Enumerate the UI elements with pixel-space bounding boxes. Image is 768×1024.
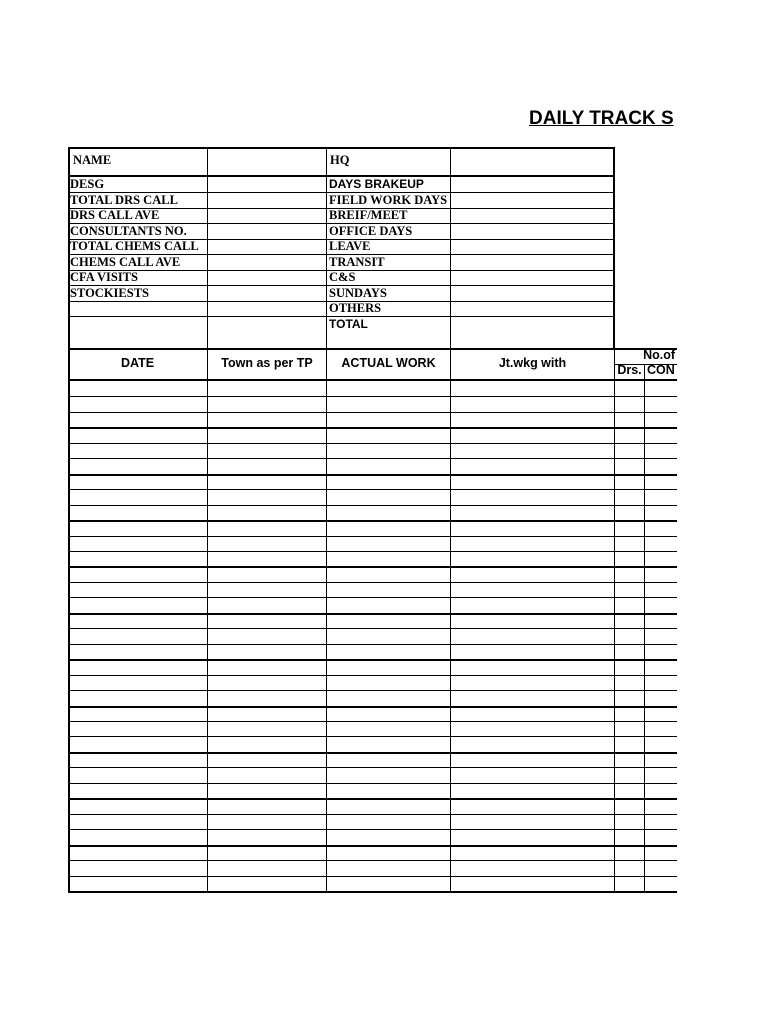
day-row[interactable]	[68, 706, 677, 721]
day-row[interactable]	[68, 721, 677, 736]
summary-left-label: CHEMS CALL AVE	[70, 255, 181, 269]
hq-field[interactable]	[452, 149, 612, 175]
daily-track-sheet	[68, 147, 677, 893]
summary-right-label: TOTAL	[329, 317, 368, 331]
summary-left-label: TOTAL DRS CALL	[70, 193, 178, 207]
summary-right-label: DAYS BRAKEUP	[329, 177, 424, 191]
day-row[interactable]	[68, 412, 677, 427]
summary-row	[68, 239, 615, 255]
summary-row	[68, 301, 615, 317]
day-row-line	[68, 628, 677, 629]
day-row[interactable]	[68, 505, 677, 520]
day-row[interactable]	[68, 551, 677, 566]
day-row[interactable]	[68, 798, 677, 813]
summary-right-value[interactable]	[452, 255, 612, 269]
day-row[interactable]	[68, 690, 677, 705]
day-row-line	[68, 458, 677, 459]
day-row-line	[68, 829, 677, 830]
summary-right-value[interactable]	[452, 239, 612, 253]
summary-left-label: CFA VISITS	[70, 270, 138, 284]
day-row-line	[68, 427, 677, 429]
day-row-line	[68, 876, 677, 877]
summary-right-value[interactable]	[452, 193, 612, 207]
summary-right-label: FIELD WORK DAYS	[329, 193, 448, 207]
summary-left-value[interactable]	[209, 208, 325, 222]
summary-right-value[interactable]	[452, 317, 612, 331]
day-row[interactable]	[68, 876, 677, 891]
summary-right-value[interactable]	[452, 177, 612, 191]
summary-row	[68, 193, 615, 209]
day-row-line	[68, 798, 677, 800]
day-row-line	[68, 845, 677, 847]
day-row[interactable]	[68, 427, 677, 442]
day-row[interactable]	[68, 458, 677, 473]
summary-right-value[interactable]	[452, 286, 612, 300]
date-header: DATE	[120, 356, 155, 370]
day-row-line	[68, 412, 677, 413]
day-row[interactable]	[68, 829, 677, 844]
day-row[interactable]	[68, 659, 677, 674]
day-row[interactable]	[68, 767, 677, 782]
day-row[interactable]	[68, 597, 677, 612]
summary-row	[68, 286, 615, 302]
day-row[interactable]	[68, 582, 677, 597]
day-row-line	[68, 582, 677, 583]
column-header-top	[68, 348, 677, 350]
summary-right-label: SUNDAYS	[329, 286, 387, 300]
day-row-line	[68, 767, 677, 768]
day-row[interactable]	[68, 536, 677, 551]
day-row-line	[68, 551, 677, 552]
summary-left-label: CONSULTANTS NO.	[70, 224, 187, 238]
summary-right-label: OTHERS	[329, 301, 382, 315]
name-label: NAME	[73, 153, 112, 167]
summary-left-label: DRS CALL AVE	[70, 208, 160, 222]
con-header: CON	[647, 363, 675, 377]
day-row-line	[68, 814, 677, 815]
summary-row	[68, 255, 615, 271]
day-row-line	[68, 721, 677, 722]
day-row-line	[68, 597, 677, 598]
summary-row	[68, 177, 615, 193]
summary-right-value[interactable]	[452, 224, 612, 238]
summary-row	[68, 317, 615, 333]
day-row-line	[68, 860, 677, 861]
day-row[interactable]	[68, 489, 677, 504]
summary-left-value[interactable]	[209, 255, 325, 269]
day-row[interactable]	[68, 628, 677, 643]
day-row-line	[68, 659, 677, 661]
actual-work-header: ACTUAL WORK	[341, 356, 436, 370]
day-row[interactable]	[68, 845, 677, 860]
no-of-header: No.of	[643, 348, 675, 362]
day-row-line	[68, 520, 677, 522]
summary-row	[68, 224, 615, 240]
bottom-border	[68, 891, 677, 893]
summary-right-label: OFFICE DAYS	[329, 224, 413, 238]
day-row-line	[68, 474, 677, 476]
summary-row	[68, 208, 615, 224]
day-row[interactable]	[68, 381, 677, 396]
day-row-line	[68, 566, 677, 568]
summary-row	[68, 270, 615, 286]
day-row[interactable]	[68, 736, 677, 751]
day-row[interactable]	[68, 613, 677, 628]
day-row[interactable]	[68, 783, 677, 798]
summary-left-value[interactable]	[209, 239, 325, 253]
day-row[interactable]	[68, 752, 677, 767]
day-row[interactable]	[68, 644, 677, 659]
day-row-line	[68, 752, 677, 754]
day-row[interactable]	[68, 860, 677, 875]
day-row[interactable]	[68, 443, 677, 458]
day-row-line	[68, 690, 677, 691]
day-row-line	[68, 489, 677, 490]
summary-right-label: TRANSIT	[329, 255, 385, 269]
day-row-line	[68, 644, 677, 645]
summary-right-label: BREIF/MEET	[329, 208, 408, 222]
summary-left-value[interactable]	[209, 177, 325, 191]
day-row-line	[68, 505, 677, 506]
day-row-line	[68, 675, 677, 676]
day-row-line	[68, 396, 677, 397]
summary-right-label: C&S	[329, 270, 356, 284]
summary-left-label: STOCKIESTS	[70, 286, 149, 300]
summary-right-value[interactable]	[452, 208, 612, 222]
summary-left-value[interactable]	[209, 270, 325, 284]
name-field[interactable]	[209, 149, 325, 175]
town-header: Town as per TP	[221, 356, 313, 370]
day-row-line	[68, 783, 677, 784]
sheet-title: DAILY TRACK S	[529, 108, 674, 129]
drs-header: Drs.	[617, 363, 642, 377]
day-row[interactable]	[68, 520, 677, 535]
day-row[interactable]	[68, 474, 677, 489]
day-row-line	[68, 443, 677, 444]
summary-left-value[interactable]	[209, 286, 325, 300]
day-row[interactable]	[68, 396, 677, 411]
summary-left-value[interactable]	[209, 224, 325, 238]
day-row-line	[68, 536, 677, 537]
jt-wkg-header: Jt.wkg with	[498, 356, 567, 370]
day-row[interactable]	[68, 814, 677, 829]
summary-right-value[interactable]	[452, 301, 612, 315]
day-row[interactable]	[68, 566, 677, 581]
summary-left-value[interactable]	[209, 301, 325, 315]
summary-left-label: TOTAL CHEMS CALL	[70, 239, 199, 253]
day-row-line	[68, 706, 677, 708]
day-row-line	[68, 736, 677, 737]
summary-right-value[interactable]	[452, 270, 612, 284]
day-row[interactable]	[68, 675, 677, 690]
hq-label: HQ	[330, 153, 350, 167]
summary-left-label: DESG	[70, 177, 105, 191]
summary-left-value[interactable]	[209, 193, 325, 207]
day-row-line	[68, 613, 677, 615]
summary-left-value[interactable]	[209, 317, 325, 331]
summary-right-label: LEAVE	[329, 239, 371, 253]
